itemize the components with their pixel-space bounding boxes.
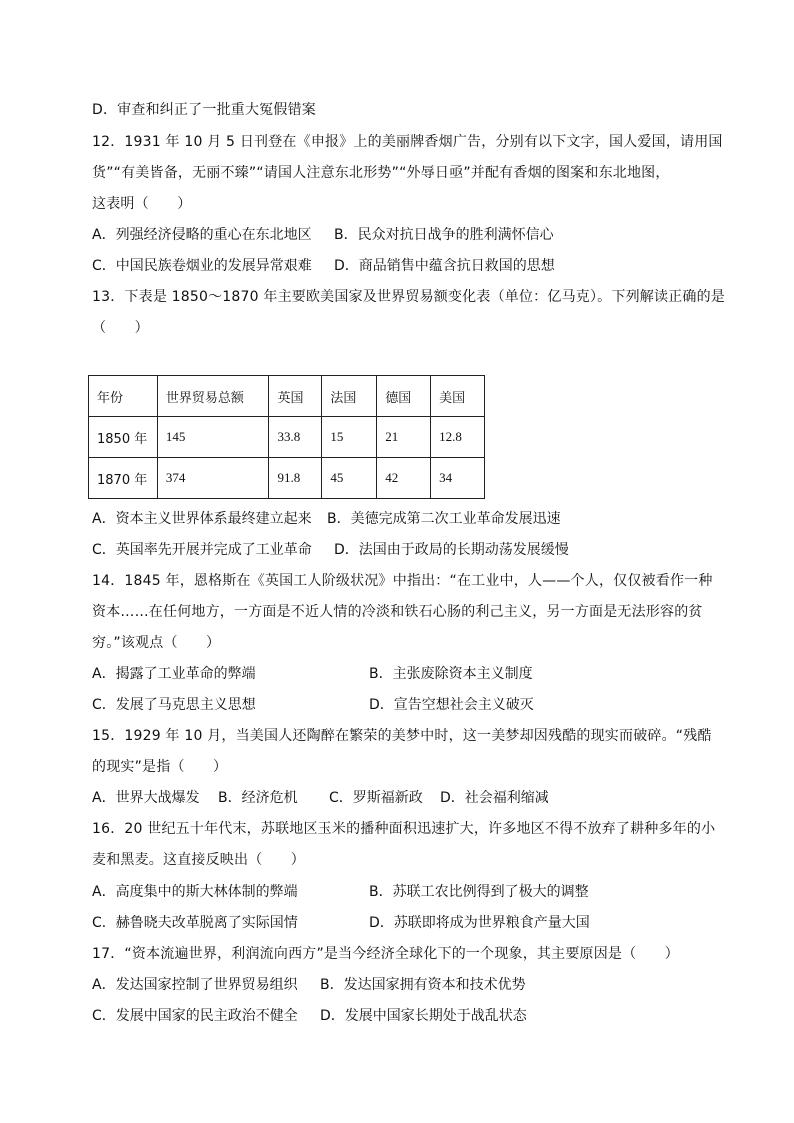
table-cell: 1850 年: [89, 417, 158, 458]
q15-stem-line-2: 的现实”是指（ ）: [92, 759, 228, 775]
q16-stem-line-1: 16．20 世纪五十年代末，苏联地区玉米的播种面积迅速扩大，许多地区不得不放弃了耕种多年的小: [92, 821, 716, 837]
table-cell: 45: [322, 458, 377, 499]
table-cell: 34: [431, 458, 485, 499]
table-header-cell: 年份: [89, 376, 158, 417]
q12-option-b: B．民众对抗日战争的胜利满怀信心: [334, 227, 554, 243]
trade-table: [88, 375, 485, 499]
q15-stem-line-1: 15．1929 年 10 月，当美国人还陶醉在繁荣的美梦中时，这一美梦却因残酷的现实而破碎。“残酷: [92, 728, 712, 744]
q15-option-b: B．经济危机: [218, 790, 298, 806]
q12-stem-line-1: 12．1931 年 10 月 5 日刊登在《申报》上的美丽牌香烟广告，分别有以下文字，国人爱国，请用国: [92, 134, 723, 150]
q16-option-d: D．苏联即将成为世界粮食产量大国: [369, 915, 590, 931]
q14-option-d: D．宣告空想社会主义破灭: [369, 697, 534, 713]
table-cell: 12.8: [431, 417, 485, 458]
q14-option-c: C．发展了马克思主义思想: [92, 697, 256, 713]
table-header-cell: 德国: [377, 376, 431, 417]
q16-stem-line-2: 麦和黑麦。这直接反映出（ ）: [92, 852, 305, 868]
table-cell: 21: [377, 417, 431, 458]
table-header-row: [89, 376, 485, 417]
q16-option-b: B．苏联工农比例得到了极大的调整: [369, 884, 589, 900]
table-cell: 374: [157, 458, 269, 499]
q12-stem-line-3: 这表明（ ）: [92, 196, 192, 212]
table-cell: 145: [157, 417, 269, 458]
table-cell: 15: [322, 417, 377, 458]
q15-option-a: A．世界大战爆发: [92, 790, 200, 806]
table-header-cell: 世界贸易总额: [157, 376, 269, 417]
table-row: [89, 417, 485, 458]
q13-option-c: C．英国率先开展并完成了工业革命: [92, 542, 312, 558]
q17-option-c: C．发展中国家的民主政治不健全: [92, 1008, 298, 1024]
q12-option-d: D．商品销售中蕴含抗日救国的思想: [334, 258, 555, 274]
q14-stem-line-3: 穷。”该观点（ ）: [92, 635, 221, 651]
q13-stem-line-1: 13．下表是 1850～1870 年主要欧美国家及世界贸易额变化表（单位：亿马克）。下列解读正确的是: [92, 289, 725, 305]
q13-stem-line-2: （ ）: [92, 320, 149, 336]
q12-option-a: A．列强经济侵略的重心在东北地区: [92, 227, 312, 243]
table-row: [89, 458, 485, 499]
q12-option-c: C．中国民族卷烟业的发展异常艰难: [92, 258, 312, 274]
q14-stem-line-1: 14．1845 年，恩格斯在《英国工人阶级状况》中指出：“在工业中，人——个人，仅仅被看作一种: [92, 573, 713, 589]
q14-option-b: B．主张废除资本主义制度: [369, 666, 533, 682]
q14-option-a: A．揭露了工业革命的弊端: [92, 666, 256, 682]
table-cell: 1870 年: [89, 458, 158, 499]
q13-option-d: D．法国由于政局的长期动荡发展缓慢: [334, 542, 569, 558]
table-cell: 33.8: [269, 417, 322, 458]
q16-option-a: A．高度集中的斯大林体制的弊端: [92, 884, 298, 900]
q17-option-b: B．发达国家拥有资本和技术优势: [320, 977, 526, 993]
table-header-cell: 英国: [269, 376, 322, 417]
q17-option-a: A．发达国家控制了世界贸易组织: [92, 977, 298, 993]
q17-stem-line-1: 17．“资本流遍世界，利润流向西方”是当今经济全球化下的一个现象，其主要原因是（ ）: [92, 946, 679, 962]
q13-option-b: B．美德完成第二次工业革命发展迅速: [327, 511, 561, 527]
q15-option-c: C．罗斯福新政: [329, 790, 423, 806]
q14-stem-line-2: 资本……在任何地方，一方面是不近人情的冷淡和铁石心肠的利己主义，另一方面是无法形容的贫: [92, 604, 703, 620]
q15-option-d: D．社会福利缩减: [440, 790, 549, 806]
q16-option-c: C．赫鲁晓夫改革脱离了实际国情: [92, 915, 298, 931]
table-cell: 91.8: [269, 458, 322, 499]
table-header-cell: 美国: [431, 376, 485, 417]
q13-option-a: A．资本主义世界体系最终建立起来: [92, 511, 312, 527]
table-cell: 42: [377, 458, 431, 499]
q11-option-d: D．审查和纠正了一批重大冤假错案: [92, 102, 316, 118]
q17-option-d: D．发展中国家长期处于战乱状态: [320, 1008, 527, 1024]
q12-stem-line-2: 货”“有美皆备，无丽不臻”“请国人注意东北形势”“外辱日亟”并配有香烟的图案和东北地图，: [92, 165, 670, 181]
table-header-cell: 法国: [322, 376, 377, 417]
